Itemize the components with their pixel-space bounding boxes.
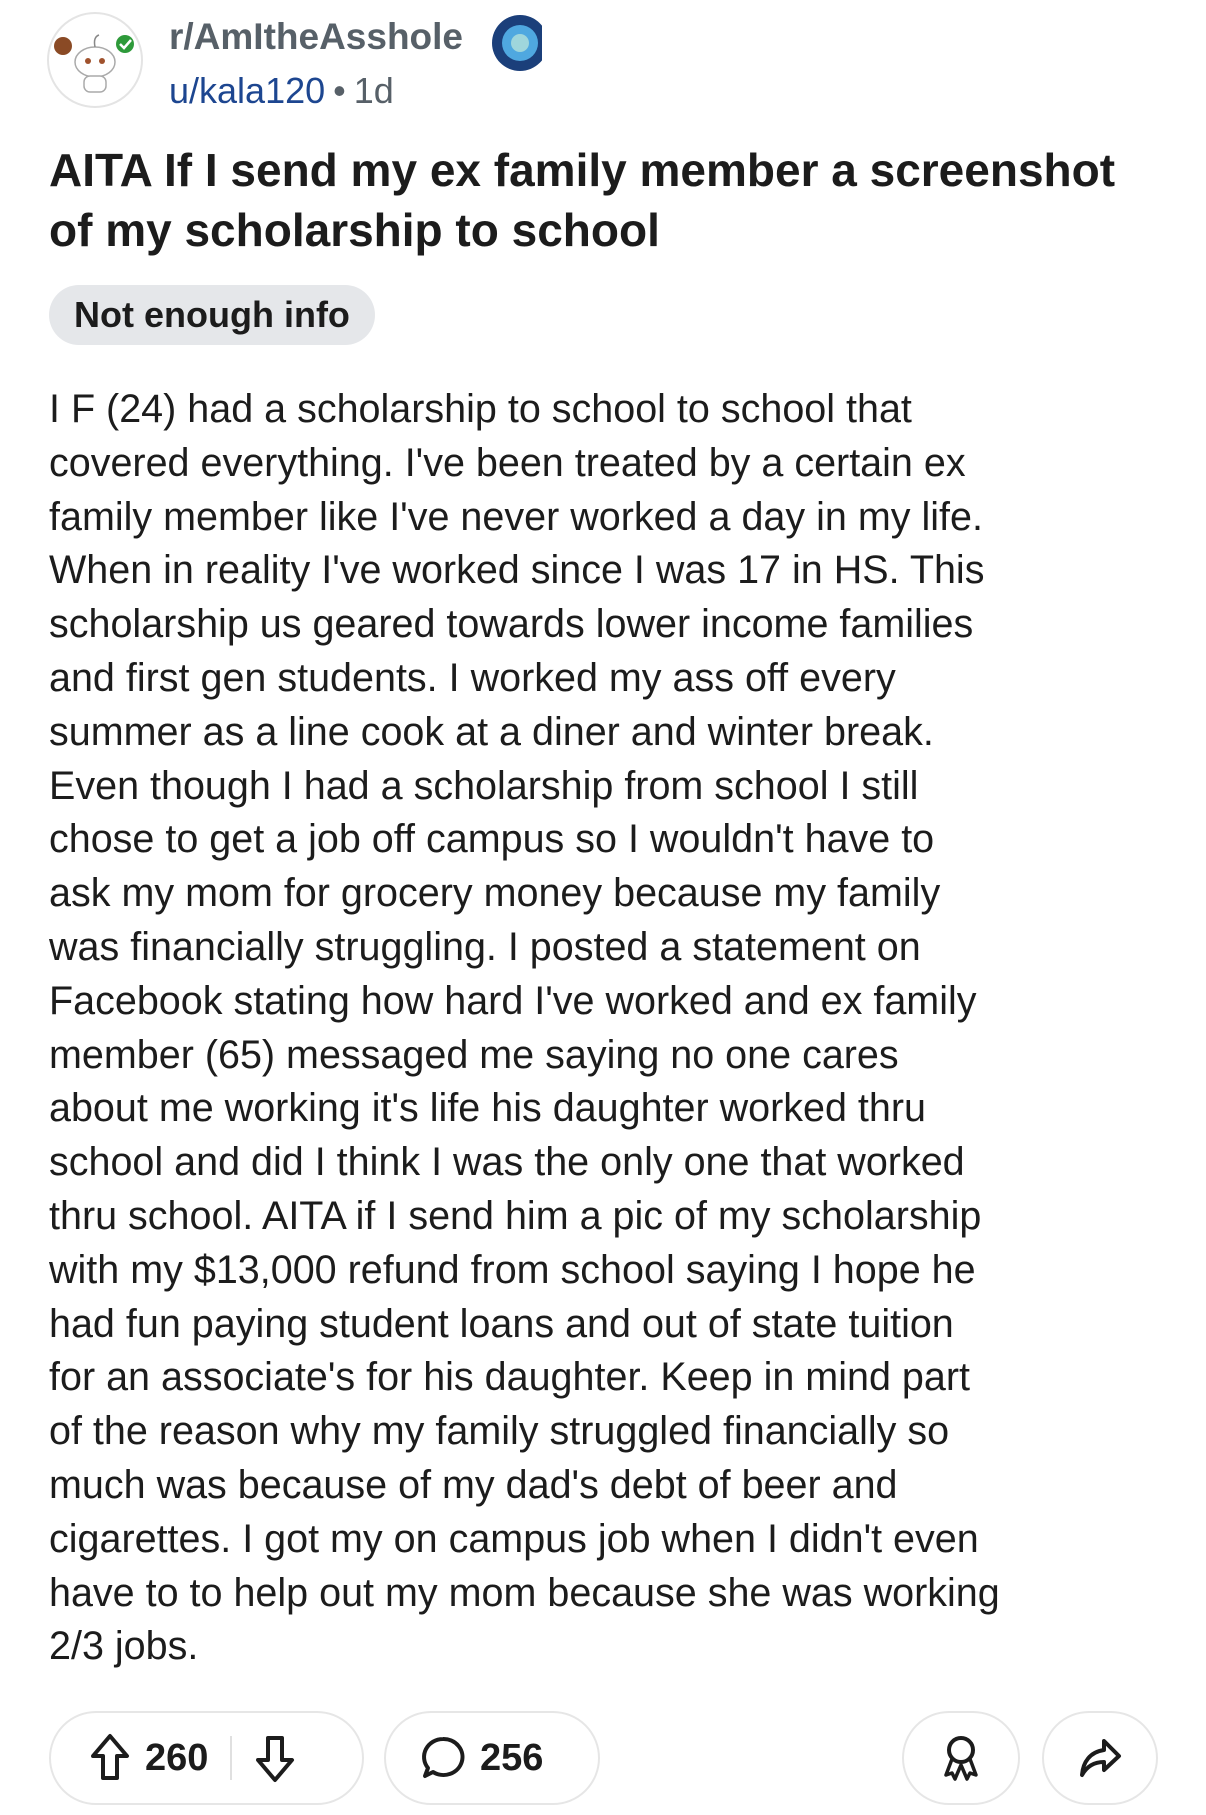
comment-icon xyxy=(420,1735,466,1781)
post-body-line: 2/3 jobs. xyxy=(49,1624,199,1669)
post-body-line: Even though I had a scholarship from school I still xyxy=(49,763,919,808)
post-meta xyxy=(169,70,394,112)
post-body-line: scholarship us geared towards lower income families xyxy=(49,602,974,647)
post-body-line: summer as a line cook at a diner and winter break. xyxy=(49,709,934,754)
downvote-icon[interactable] xyxy=(254,1733,296,1783)
post-age: 1d xyxy=(353,70,394,111)
subreddit-avatar[interactable] xyxy=(47,12,143,108)
post-body-line: with my $13,000 refund from school saying I hope he xyxy=(49,1247,976,1292)
snoo-icon xyxy=(49,14,141,106)
share-icon xyxy=(1077,1735,1123,1781)
post-body-line: chose to get a job off campus so I wouldn't have to xyxy=(49,817,935,862)
post-body-line: about me working it's life his daughter worked thru xyxy=(49,1086,926,1131)
community-badge-icon xyxy=(490,12,542,74)
upvote-icon[interactable] xyxy=(89,1733,131,1783)
vote-divider xyxy=(230,1736,232,1780)
comments-button[interactable] xyxy=(384,1711,600,1805)
post-body-line: Facebook stating how hard I've worked and ex family xyxy=(49,978,977,1023)
post-flair[interactable]: Not enough info xyxy=(49,285,375,345)
post-body-line: member (65) messaged me saying no one cares xyxy=(49,1032,899,1077)
post-title[interactable]: AITA If I send my ex family member a screenshot of my scholarship to school xyxy=(49,144,1116,256)
post-body-line: much was because of my dad's debt of beer and xyxy=(49,1462,898,1507)
award-icon xyxy=(939,1733,983,1783)
post-body-line: and first gen students. I worked my ass off every xyxy=(49,655,896,700)
post-body-line: cigarettes. I got my on campus job when I didn't even xyxy=(49,1516,979,1561)
share-button[interactable] xyxy=(1042,1711,1158,1805)
post-body-line: When in reality I've worked since I was 17 in HS. This xyxy=(49,548,985,593)
post-body-line: I F (24) had a scholarship to school to school that xyxy=(49,387,912,431)
award-button[interactable] xyxy=(902,1711,1020,1805)
post-body-line: covered everything. I've been treated by a certain ex xyxy=(49,440,966,485)
post-body-line: thru school. AITA if I send him a pic of my scholarship xyxy=(49,1193,982,1238)
post-body-line: have to to help out my mom because she was working xyxy=(49,1570,1000,1615)
post-body xyxy=(49,383,1189,1674)
meta-separator: • xyxy=(333,70,346,111)
post-body-line: was financially struggling. I posted a statement on xyxy=(49,924,921,969)
post-body-line: for an associate's for his daughter. Keep in mind part xyxy=(49,1355,970,1400)
post-body-line: of the reason why my family struggled financially so xyxy=(49,1409,950,1454)
subreddit-name[interactable]: r/AmItheAsshole xyxy=(169,16,464,57)
post-body-line: family member like I've never worked a day in my life. xyxy=(49,494,983,539)
post-body-line: had fun paying student loans and out of state tuition xyxy=(49,1301,954,1346)
post-body-line: ask my mom for grocery money because my family xyxy=(49,871,941,916)
post-body-line: school and did I think I was the only one that worked xyxy=(49,1140,965,1185)
comment-count: 256 xyxy=(480,1736,544,1779)
vote-bar xyxy=(49,1711,364,1805)
upvote-count: 260 xyxy=(145,1736,209,1779)
author-link[interactable]: u/kala120 xyxy=(169,70,326,111)
